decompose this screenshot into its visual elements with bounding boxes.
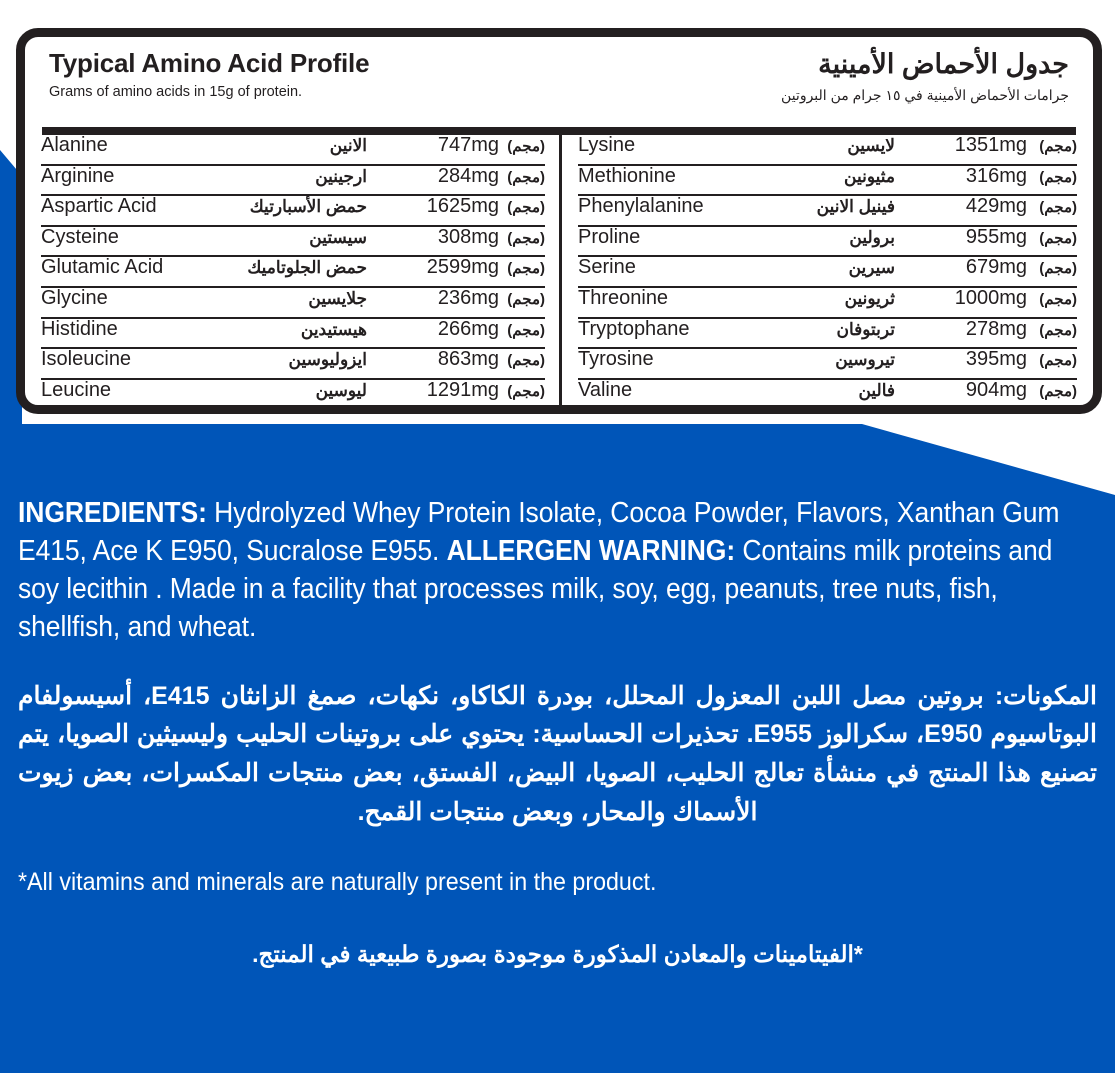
amino-name-ar: فينيل الانين [816,197,895,217]
amino-unit-ar: (مجم) [1039,382,1077,400]
amino-unit-ar: (مجم) [507,138,545,155]
amino-name-ar: ليوسين [315,380,367,400]
table-row [578,227,1077,258]
amino-name-en: Glycine [41,286,108,309]
amino-name-en: Threonine [578,286,669,309]
page-title-arabic: جدول الأحماض الأمينية [818,49,1069,79]
amino-name-en: Leucine [41,378,112,401]
amino-name-en: Tryptophane [578,317,690,340]
page-subtitle-arabic: جرامات الأحماض الأمينية في ١٥ جرام من البروتين [781,87,1069,104]
amino-unit-ar: (مجم) [1039,321,1077,339]
amino-value: 904mg [965,378,1027,401]
table-row [578,349,1077,380]
amino-unit-ar: (مجم) [507,290,545,308]
amino-value: 1000mg [954,286,1027,309]
amino-value: 863mg [437,348,499,371]
amino-name-ar: لايسين [847,136,895,155]
table-row [41,196,545,227]
amino-value: 395mg [965,348,1027,371]
amino-name-en: Proline [578,225,641,248]
table-row [578,257,1077,288]
allergen-label-ar: تحذيرات الحساسية: [532,720,739,749]
amino-name-ar: هيستيدين [300,319,367,339]
amino-name-ar: ثريونين [844,288,895,308]
amino-unit-ar: (مجم) [1039,199,1077,217]
amino-value: 316mg [965,164,1027,187]
table-row [578,135,1077,166]
amino-unit-ar: (مجم) [507,229,545,247]
amino-unit-ar: (مجم) [1039,168,1077,186]
amino-name-ar: مثيونين [844,166,895,186]
amino-name-en: Isoleucine [41,348,132,371]
page-subtitle: Grams of amino acids in 15g of protein. [49,83,303,100]
table-row [578,319,1077,350]
amino-name-ar: برولين [849,227,895,247]
header-divider-bar [42,127,1076,135]
table-row [41,166,545,197]
ingredients-paragraph-arabic [18,677,1097,832]
amino-name-en: Methionine [578,164,676,187]
amino-value: 679mg [965,256,1027,279]
amino-name-ar: فالين [858,380,895,400]
amino-name-en: Lysine [578,134,636,156]
amino-unit-ar: (مجم) [507,321,545,339]
amino-name-ar: حمض الأسبارتيك [249,197,367,217]
allergen-body-en: Contains milk proteins and soy lecithin . Made in a facility that processes milk, soy, egg, peanuts, tree nuts, fish, shellfish, and wheat. [18,534,1053,643]
footnote-english: *All vitamins and minerals are naturally present in the product. [18,867,657,896]
amino-unit-ar: (مجم) [507,382,545,400]
amino-table-right-column [559,135,1077,410]
ingredients-body-ar: بروتين مصل اللبن المعزول المحلل، بودرة الكاكاو، نكهات، صمغ الزانثان E415، أسيسولفام البوتاسيوم E950، سكرالوز E955. [18,681,1097,749]
allergen-body-ar: يحتوي على بروتينات الحليب وليسيثين الصويا، يتم تصنيع هذا المنتج في منشأة تعالج الحليب، الصويا، البيض، الفستق، بعض منتجات المكسرات، بعض زيوت الأسماك والمحار، وبعض منتجات القمح. [18,720,1097,826]
amino-name-en: Glutamic Acid [41,256,164,279]
table-row [578,288,1077,319]
amino-name-en: Tyrosine [578,348,654,371]
amino-name-en: Alanine [41,134,108,156]
amino-value: 1625mg [426,195,499,218]
ingredients-paragraph-english [18,495,1092,647]
amino-unit-ar: (مجم) [1039,260,1077,278]
amino-value: 266mg [437,317,499,340]
amino-name-ar: تيروسين [835,350,895,370]
allergen-label-en: ALLERGEN WARNING: [446,534,736,567]
ingredients-label-en: INGREDIENTS: [18,497,207,529]
ingredients-label-ar: المكونات: [994,681,1098,710]
page-title: Typical Amino Acid Profile [49,48,370,78]
amino-unit-ar: (مجم) [507,199,545,217]
amino-unit-ar: (مجم) [1039,138,1077,155]
amino-name-en: Aspartic Acid [41,195,157,218]
label-text-section [0,495,1115,968]
amino-value: 308mg [437,225,499,248]
amino-unit-ar: (مجم) [507,352,545,370]
table-row [41,349,545,380]
amino-acid-profile-card [16,28,1102,414]
amino-name-en: Histidine [41,317,118,340]
ingredients-body-en: Hydrolyzed Whey Protein Isolate, Cocoa Powder, Flavors, Xanthan Gum E415, Ace K E950, Sucralose E955. [18,497,1060,567]
table-row [41,135,545,166]
amino-card-header-english [49,49,369,101]
amino-name-ar: ارجينين [315,166,367,186]
amino-unit-ar: (مجم) [507,168,545,186]
amino-value: 955mg [965,225,1027,248]
amino-table-left-column [41,135,559,410]
amino-acid-table [41,135,1077,410]
amino-value: 429mg [965,195,1027,218]
amino-card-header [41,49,1077,123]
amino-name-ar: الانين [329,136,367,155]
footnote-arabic: *الفيتامينات والمعادن المذكورة موجودة بصورة طبيعية في المنتج. [252,940,863,967]
amino-name-ar: ايزوليوسين [288,350,367,370]
table-row [41,288,545,319]
table-row [41,319,545,350]
amino-value: 284mg [437,164,499,187]
table-row [578,380,1077,411]
amino-value: 236mg [437,286,499,309]
amino-name-ar: جلايسين [308,288,367,308]
table-row [578,196,1077,227]
amino-unit-ar: (مجم) [507,260,545,278]
amino-name-ar: حمض الجلوتاميك [247,258,367,278]
amino-value: 1351mg [954,134,1027,156]
amino-card-header-arabic [781,49,1069,104]
amino-name-en: Phenylalanine [578,195,704,218]
amino-value: 2599mg [426,256,499,279]
amino-name-en: Arginine [41,164,115,187]
amino-name-ar: سيرين [848,258,895,278]
table-row [41,380,545,411]
amino-value: 747mg [437,134,499,156]
amino-value: 1291mg [426,378,499,401]
amino-name-ar: سيستين [309,227,367,247]
amino-unit-ar: (مجم) [1039,229,1077,247]
table-row [41,257,545,288]
amino-unit-ar: (مجم) [1039,290,1077,308]
amino-name-en: Serine [578,256,636,279]
amino-name-en: Valine [578,378,633,401]
table-row [578,166,1077,197]
amino-name-ar: تربتوفان [836,319,895,339]
amino-name-en: Cysteine [41,225,119,248]
amino-value: 278mg [965,317,1027,340]
table-row [41,227,545,258]
amino-unit-ar: (مجم) [1039,352,1077,370]
